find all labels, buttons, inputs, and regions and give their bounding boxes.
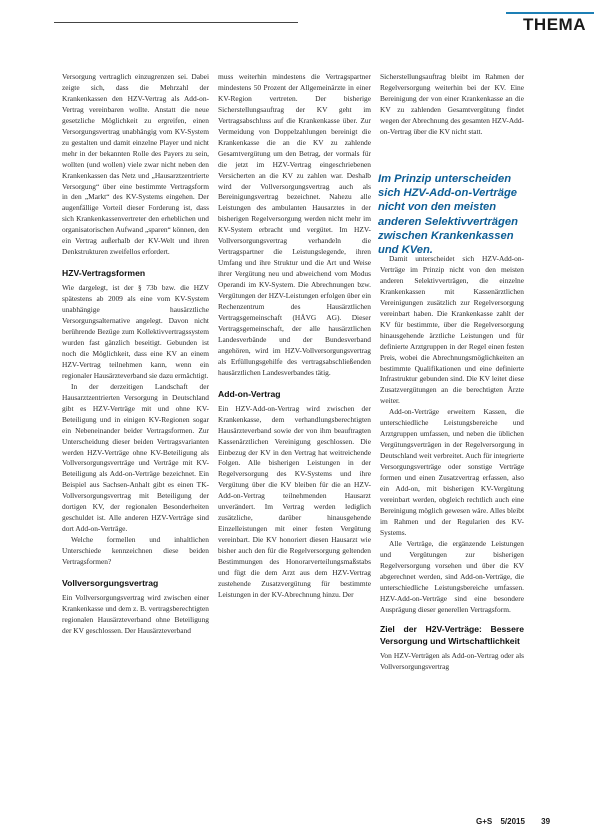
paragraph: Alle Verträge, die ergänzende Leistungen und Vergütungen zur bisherigen Regelversorgung vorsehen und über die KV abgerechnet werden, sind Add-on-Verträge, die unterschiedliche Leistungsbereiche umfassen. HZV-Add-on-Verträge sind eine besondere Ausprägung dieser generellen Vertragsform. xyxy=(380,538,524,614)
paragraph: In der derzeitigen Landschaft der Hausarztzentrierten Versorgung in Deutschland gibt es HZV-Verträge mit und ohne KV-Beteiligung und in einigen KV-Regionen sogar ein Nebeneinander beider Vertragsformen. Zur Unterscheidung dieser beiden Vertragsvarianten werden HZV-Verträge ohne KV-Beteiligung als Vollversorgungsverträge und Verträge mit KV-Beteiligung als Add-on-Verträge bezeichnet. Ein Beispiel aus Sachsen-Anhalt gibt es einen TK-Vollversorgungsvertrag mit Beteiligung der dortigen KV, der regionalen Besonderheiten geschuldet ist. Alle anderen HZV-Verträge sind dort Add-on-Verträge. xyxy=(62,381,209,534)
paragraph: Sicherstellungsauftrag bleibt im Rahmen der Regelversorgung weiterhin bei der KV. Eine Bereinigung der von einer Krankenkasse an die KV zu zahlenden Gesamtvergütung findet wegen der Abrechnung des gesamten HZV-Add-on-Vertrag über die KV nicht statt. xyxy=(380,72,525,136)
column-1 xyxy=(62,72,209,637)
paragraph: Von HZV-Verträgen als Add-on-Vertrag oder als Vollversorgungsvertrag xyxy=(380,651,524,672)
subheading-add-on-vertrag: Add-on-Vertrag xyxy=(218,388,281,399)
paragraph: Damit unterscheidet sich HZV-Add-on-Verträge im Prinzip nicht von den meisten anderen Selektivverträgen, die einzelne Krankenkassen mit Kassenärztlichen Vereinigungen zusätzlich zur Regelversorgung vereinbart haben. Die Krankenkasse zahlt der KV für bestimmte, über die Regelversorgung hinausgehende ärztliche Leistungen und für definierte Arztgruppen in der Regel einen festen Preis, wobei die Abrechnungsmöglichkeiten an bestimmte Qualifikationen und eine definierte Infrastruktur gebunden sind. Die KV leitet diese Zusatzvergütungen an die berechtigten Ärzte weiter. xyxy=(380,254,524,406)
paragraph: Add-on-Verträge erweitern Kassen, die unterschiedliche Leistungsbereiche und Arztgruppen umfassen, und neben die üblichen Vergütungsverträgen in der Regelversorgung in Deutschland weit verbreitet. Auch für integrierte Versorgungsverträge oder sonstige Verträge formen und einen Zusatzvertrag erfassen, also ein Add-on, mit bisherigen KV-Vergütung vereinbart werden, obgleich rechtlich auch eine Bereinigung möglich gewesen wäre. Alles bleibt im Rahmen und der Regularien des KV-Systems. xyxy=(380,407,524,537)
paragraph: Wie dargelegt, ist der § 73b bzw. die HZV spätestens ab 2009 als eine vom KV-System unabhängige hausärztliche Versorgungsalternative angelegt. Davon nicht berührende Bezüge zum Kollektivvertragssystem wurden fast gänzlich beseitigt. Gebunden ist noch die Möglichkeit, dass eine KV an einem HZV-Vertrag teilnehmen kann, wenn ein regionaler Hausärzteverband sie dazu ermächtigt. xyxy=(62,283,209,380)
subheading-ziel: Ziel der H2V-Verträge: Bessere Versorgung und Wirtschaftlichkeit xyxy=(380,624,524,647)
subheading-vollversorgungsvertrag: Vollversorgungsvertrag xyxy=(62,577,159,588)
column-3-top xyxy=(380,72,524,138)
paragraph: Welche formellen und inhaltlichen Unterschiede kennzeichnen diese beiden Vertragsformen? xyxy=(62,535,209,567)
column-2 xyxy=(218,72,371,601)
section-accent-bar xyxy=(506,12,594,14)
subheading-hzv-vertragsformen: HZV-Vertragsformen xyxy=(62,268,146,279)
header-rule xyxy=(54,22,298,23)
issue-number: 5/2015 xyxy=(500,817,525,826)
paragraph: Versorgung vertraglich einzugrenzen sei. Dabei zeigte sich, dass die Mehrzahl der Krankenkassen den HZV-Vertrag als Add-on-Vertrag vereinbaren wollte. Anstatt die neue gesetzliche Möglichkeit zu ergreifen, einen Versorgungsvertrag unabhängig vom KV-System zu gestalten und damit einzelne Player und nicht mehr in der bekannten Rolle des Payers zu sein, wollten (und wollen) viele zwar nicht neben den Krankenkassen das Netz und „Hausarztzentrierte Versorgung“ über eine bestimmte Vertragsform in den „Markt“ des KV-Systems eingehen. Der augenfällige Vorteil dieser Forderung ist, dass sich Krankenkassenvertreter den erheblichen und organisatorischen Aufwand „sparen“ können, den ein Vertrag außerhalb der KV-Welt und ihren Denkstrukturen zweifellos erfordert. xyxy=(62,72,209,257)
paragraph: Ein Vollversorgungsvertrag wird zwischen einer Krankenkasse und dem z. B. vertragsberechtigten regionalen Hausärzteverband ohne Beteiligung der KV geschlossen. Der Hausärzteverband xyxy=(62,592,209,635)
column-3 xyxy=(380,254,524,673)
pull-quote: Im Prinzip unterscheiden sich HZV-Add-on-Verträge nicht von den meisten anderen Selektivverträgen zwischen Krankenkassen und KVen. xyxy=(378,173,518,257)
section-label: THEMA xyxy=(523,15,586,34)
paragraph: muss weiterhin mindestens die Vertragspartner mindestens 50 Prozent der Allgemeinärzte in einer KV-Region vertreten. Der bisherige Sicherstellungsauftrag der KV geht im Vertragsabschluss auf die Krankenkasse über. Zur Vermeidung von Doppelzahlungen bereinigt die Krankenkasse die an die KV zu zahlende Gesamtvergütung um den Betrag, der vormals für die jetzt im HZV-Vertrag eingeschriebenen Versicherten an die KV zu zahlen war. Deshalb wird der Vollversorgungsvertrag auch als Bereinigungsvertrag bezeichnet. Nahezu alle Leistungen des ambulanten Hausarztes in der bisherigen Regelversorgung werden nicht mehr im KV-System erbracht und vergütet. Im HZV-Vollversorgungsvertrag verhandeln die Vertragspartner die Leistungslegende, ihren Umfang und ihre Struktur und die Art und Weise ihrer Vergütung neu und abweichend vom Modus Operandi im KV-System. Die Abrechnungen bzw. Vergütungen der HZV-Leistungen erfolgen über ein Rechenzentrum des Hausärztlichen Vertragsgemeinschaft (HÄVG AG). Dieser Vertragsgemeinschaft, der alle hausärztlichen Landesverbände und der Bundesverband angehören, wird im HZV-Vollversorgungsvertrag als Erfüllungsgehilfe des vertragsabschließenden hausärztlichen Landesverbandes tätig. xyxy=(218,72,371,377)
page-number: 39 xyxy=(541,817,551,826)
page-footer xyxy=(476,817,556,826)
journal-name: G+S xyxy=(476,817,493,826)
paragraph: Ein HZV-Add-on-Vertrag wird zwischen der Krankenkasse, dem verhandlungsberechtigten Hausärzteverband sowie der von ihm beauftragten Kassenärztlichen Vereinigung geschlossen. Die Einbezug der KV in den Vertrag hat weitreichende Folgen. Alle bisherigen Leistungen in der Regelversorgung des KV-Systems und ihre Vergütung über die KV bleiben für die an HZV-Add-on-Vertrag teilnehmenden Hausarzt unverändert. Im Vertrag werden lediglich zusätzliche, darüber hinausgehende Einzelleistungen mit einer festen Vergütung vereinbart. Die KV honoriert diesen Hausarzt wie bisher auch den für die Regelversorgung geltenden Bestimmungen des Honorarverteilungsmaßstabs und fügt die dem Arzt aus dem HZV-Vertrag zustehende Zusatzvergütung für bestimmte Leistungen in der KV-Abrechnung hinzu. Der xyxy=(218,403,371,599)
